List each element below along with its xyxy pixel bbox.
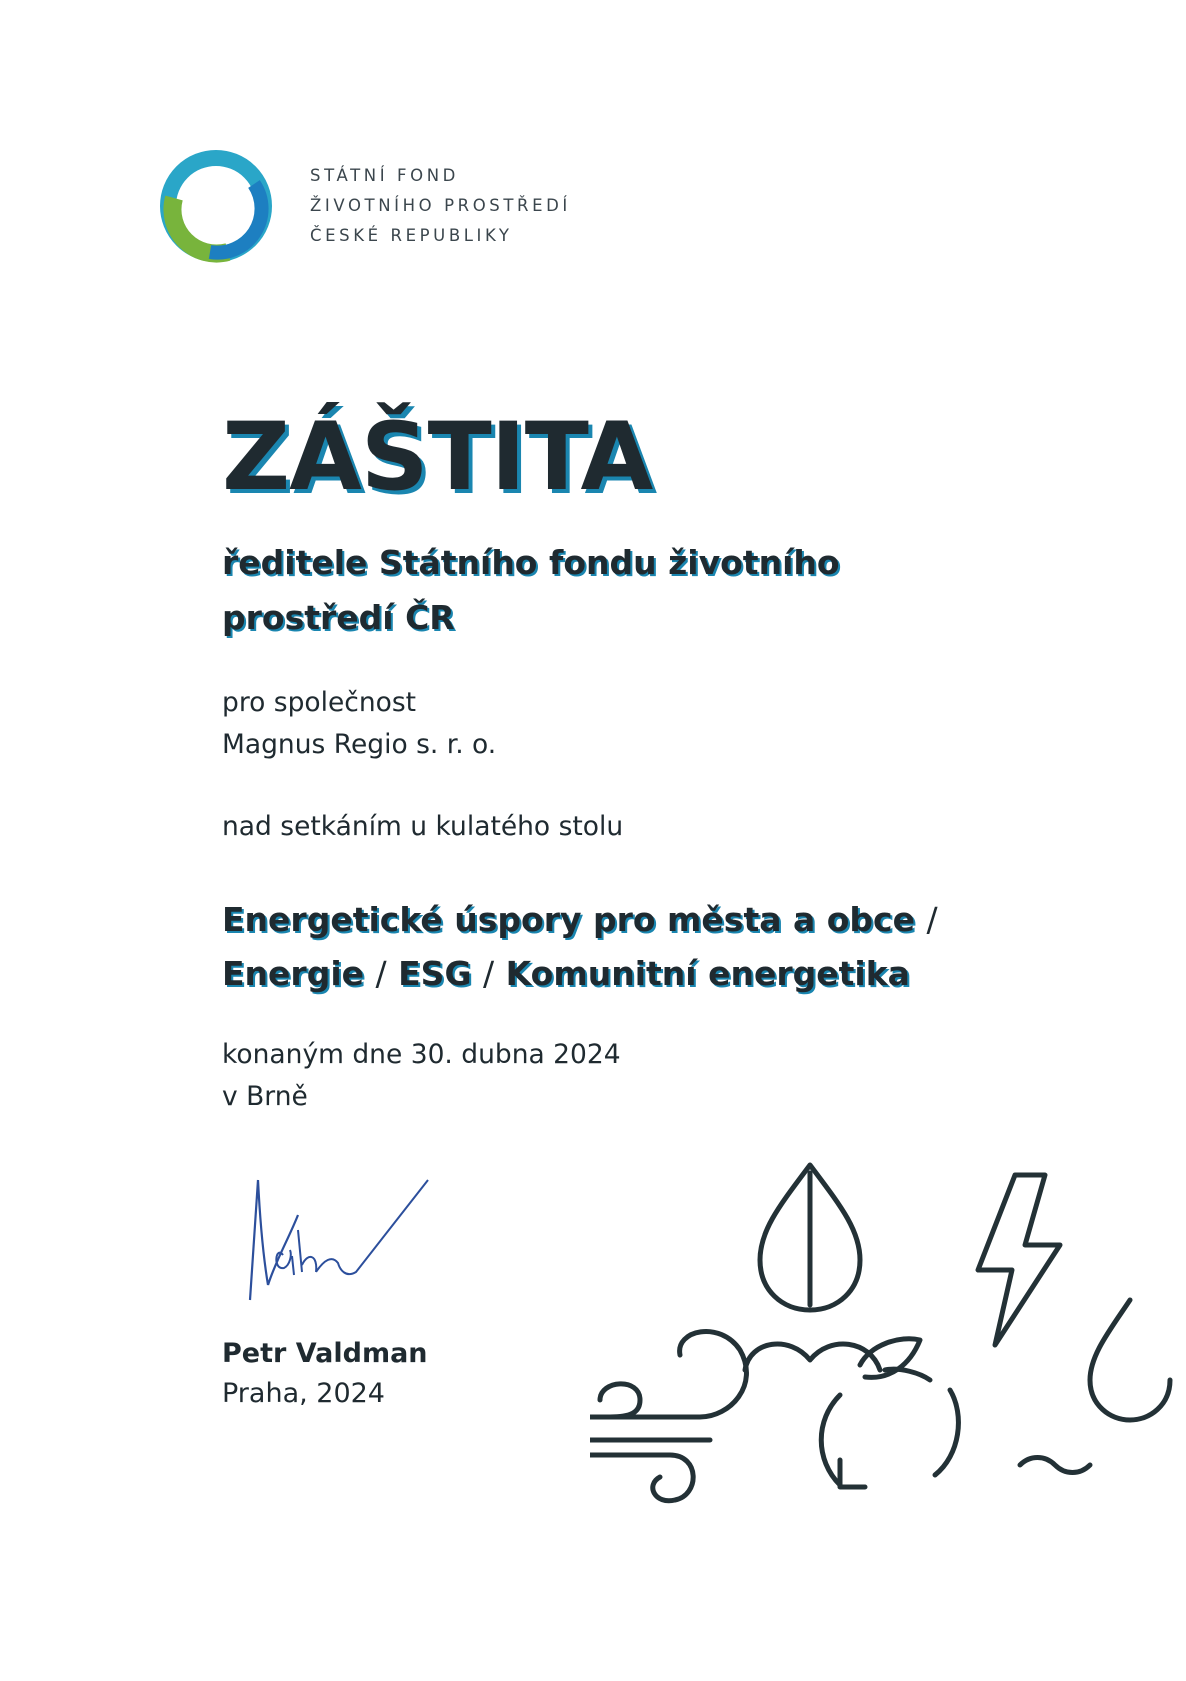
subtitle-line-2: prostředí ČR (222, 598, 455, 637)
lightning-icon (978, 1175, 1060, 1345)
fund-name-line-3: ČESKÉ REPUBLIKY (310, 226, 513, 245)
document-title: ZÁŠTITA (222, 403, 653, 512)
event-title-line-2 (222, 947, 938, 1001)
separator: / (483, 954, 495, 993)
event-title-part-energie: Energie (222, 954, 365, 993)
handwritten-signature-icon (228, 1160, 448, 1310)
event-title (222, 893, 938, 1001)
leaf-drop-icon (760, 1165, 860, 1310)
subtitle-line-1: ředitele Státního fondu životního (222, 543, 840, 582)
signer-place-year: Praha, 2024 (222, 1378, 385, 1409)
fund-name-line-2: ŽIVOTNÍHO PROSTŘEDÍ (310, 196, 571, 215)
fund-name-line-1: STÁTNÍ FOND (310, 166, 459, 185)
event-title-line-1 (222, 893, 938, 947)
eco-icons-group (590, 1155, 1186, 1635)
water-drop-icon (1020, 1300, 1170, 1473)
event-title-part-esg: ESG (398, 954, 472, 993)
separator: / (926, 900, 938, 939)
recipient-name: Magnus Regio s. r. o. (222, 729, 497, 760)
event-title-part-komunitni: Komunitní energetika (505, 954, 910, 993)
signer-name: Petr Valdman (222, 1338, 428, 1369)
event-location: v Brně (222, 1081, 308, 1112)
event-intro: nad setkáním u kulatého stolu (222, 811, 624, 842)
fund-logo-icon (158, 148, 274, 264)
recipient-intro: pro společnost (222, 687, 417, 718)
recycle-leaf-icon (821, 1339, 958, 1487)
wind-icon (590, 1331, 746, 1500)
event-title-part-1: Energetické úspory pro města a obce (222, 900, 915, 939)
event-date: konaným dne 30. dubna 2024 (222, 1039, 621, 1070)
separator: / (375, 954, 387, 993)
document-subtitle (222, 535, 942, 645)
fund-name (310, 161, 571, 251)
